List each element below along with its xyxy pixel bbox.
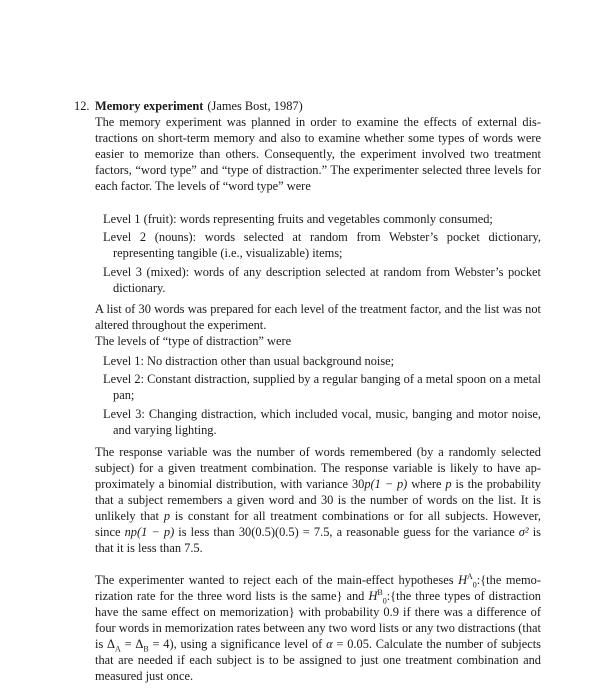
distraction-level-1-text: No distraction other than usual background noise; <box>143 354 395 368</box>
math-p-expr: p(1 − p) <box>364 477 408 491</box>
math-h0a: H <box>458 573 468 587</box>
word-type-level-3-text: words of any description selected at random from Webster’s pocket dictionary. <box>113 265 542 295</box>
math-sigma-squared: σ² <box>518 525 529 539</box>
response-text-4: is less than 30(0.5)(0.5) = 7.5, a reasonable guess for the variance <box>174 525 519 539</box>
math-np-expr: np(1 − p) <box>124 525 175 539</box>
math-h0a-sub: 0 <box>472 580 477 590</box>
math-delta-b-sub: B <box>143 644 149 654</box>
goal-text-5: = 0.05. Calculate the number of subjects that are needed if each subject is to be assigned to just one treatment combination and measured just once. <box>95 637 541 683</box>
word-list-paragraph: A list of 30 words was prepared for each level of the treatment factor, and the list was not altered throughout the experiment. <box>95 302 541 332</box>
goal-text-2: :{the memorization rate for the three word lists is the same} and <box>95 573 541 603</box>
math-where: where <box>407 477 446 491</box>
word-type-level-1 <box>103 211 541 227</box>
response-text-2: is the probability that a subject remembers a given word and 30 is the number of words on the list. It is unlikely that <box>95 477 541 523</box>
word-type-level-2-label: Level 2 (nouns): <box>103 230 197 244</box>
problem-author: (James Bost, 1987) <box>207 99 303 113</box>
distraction-level-1 <box>103 353 541 369</box>
response-variable-paragraph <box>95 444 541 556</box>
distraction-level-3-text: Changing distraction, which included vocal, music, banging and motor noise, and varying lighting. <box>113 407 541 437</box>
response-text-1: The response variable was the number of words remembered (by a randomly selected subject) for a given treatment combination. The response variable is likely to have approximately a binomial distribution, with variance 30 <box>95 445 541 491</box>
math-h0b: H <box>368 589 378 603</box>
intro-paragraph: The memory experiment was planned in order to examine the effects of external distractions on short-term memory and also to examine whether some types of words were easier to memorize than others. Consequently, the experiment involved two treatment factors, “word type” and “type of distraction.” The experimenter selected three levels for each factor. The levels of “word type” were <box>95 115 541 193</box>
math-h0b-sub: 0 <box>382 596 387 606</box>
distraction-level-2 <box>103 371 541 403</box>
problem-number: 12. <box>74 99 90 113</box>
response-text-3: is constant for all treatment combinations or for all subjects. However, since <box>95 509 541 539</box>
math-h0a-sup: A <box>467 571 473 581</box>
word-type-level-2-text: words selected at random from Webster’s pocket dictionary, representing tangible (i.e., visualizable) items; <box>113 230 541 260</box>
math-p-2: p <box>163 509 171 523</box>
distraction-level-2-label: Level 2: <box>103 372 145 386</box>
word-type-level-1-text: words representing fruits and vegetables commonly consumed; <box>176 212 493 226</box>
distraction-level-2-text: Constant distraction, supplied by a regular banging of a metal spoon on a metal pan; <box>113 372 541 402</box>
goal-paragraph <box>95 572 541 684</box>
problem-title: Memory experiment <box>95 99 204 113</box>
math-delta-eq: = Δ <box>120 637 144 651</box>
goal-text-4: = 4), using a significance level of <box>148 637 327 651</box>
distraction-level-1-label: Level 1: <box>103 354 144 368</box>
distraction-level-3-label: Level 3: <box>103 407 145 421</box>
math-p-1: p <box>445 477 452 491</box>
goal-text-1: The experimenter wanted to reject each of the main-effect hypotheses <box>95 573 459 587</box>
distraction-level-3 <box>103 406 541 438</box>
word-type-level-3 <box>103 264 541 296</box>
math-alpha: α <box>326 637 333 651</box>
word-type-level-1-label: Level 1 (fruit): <box>103 212 177 226</box>
problem-heading <box>74 98 303 114</box>
math-h0b-sup: B <box>377 587 383 597</box>
word-type-level-2 <box>103 229 541 261</box>
word-type-level-3-label: Level 3 (mixed): <box>103 265 190 279</box>
distraction-intro: The levels of “type of distraction” were <box>95 334 292 348</box>
math-delta-a-sub: A <box>115 644 121 654</box>
goal-text-3: :{the three types of distraction have the same effect on memorization} with probability 0.9 if there was a difference of four words in memorization rates between any two word lists or any two distractions (that is Δ <box>95 589 541 651</box>
response-text-5: is that it is less than 7.5. <box>95 525 541 555</box>
